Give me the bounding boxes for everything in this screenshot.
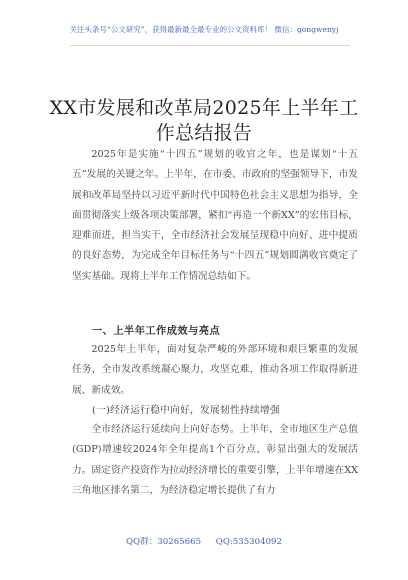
section-heading: 一、上半年工作成效与亮点: [92, 326, 221, 337]
subsection-paragraph: 全市经济运行延续向上向好态势。上半年，全市地区生产总值(GDP)增速较2024年全年提高1个百分点，彰显出强大的发展活力。固定资产投资作为拉动经济增长的重要引擎，上半年增速在XX三角地区排名第二，为经济稳定增长提供了有力: [72, 424, 358, 496]
document-title: XX市发展和改革局2025年上半年工作总结报告: [49, 96, 359, 144]
header-divider: [70, 45, 350, 46]
qq-group-link[interactable]: QQ群：30265665: [126, 537, 202, 547]
header-banner: 关注头条号“公文研究”，获得最新最全最专业的公文资料库！ 微信：gongwenyj: [69, 25, 339, 34]
qq-contact-link[interactable]: QQ:535304092: [215, 537, 282, 547]
section-paragraph: 2025年上半年，面对复杂严峻的外部环境和艰巨繁重的发展任务，全市发改系统凝心聚力，攻坚克难，推动各项工作取得新进展、新成效。: [72, 344, 358, 396]
intro-paragraph: 2025年是实施“十四五”规划的收官之年，也是谋划“十五五”发展的关键之年。上半年，在市委、市政府的坚强领导下，市发展和改革局坚持以习近平新时代中国特色社会主义思想为指导，全面贯彻落实上级各项决策部署，紧扣“再造一个新XX”的宏伟目标，迎难而进，担当实干，全市经济社会发展呈现稳中向好、进中提质的良好态势，为完成全年目标任务与“十四五”规划圆满收官奠定了坚实基础。现将上半年工作情况总结如下。: [72, 149, 358, 282]
subsection-heading: (一)经济运行稳中向好，发展韧性持续增强: [92, 405, 280, 416]
footer-contact: [0, 535, 408, 547]
